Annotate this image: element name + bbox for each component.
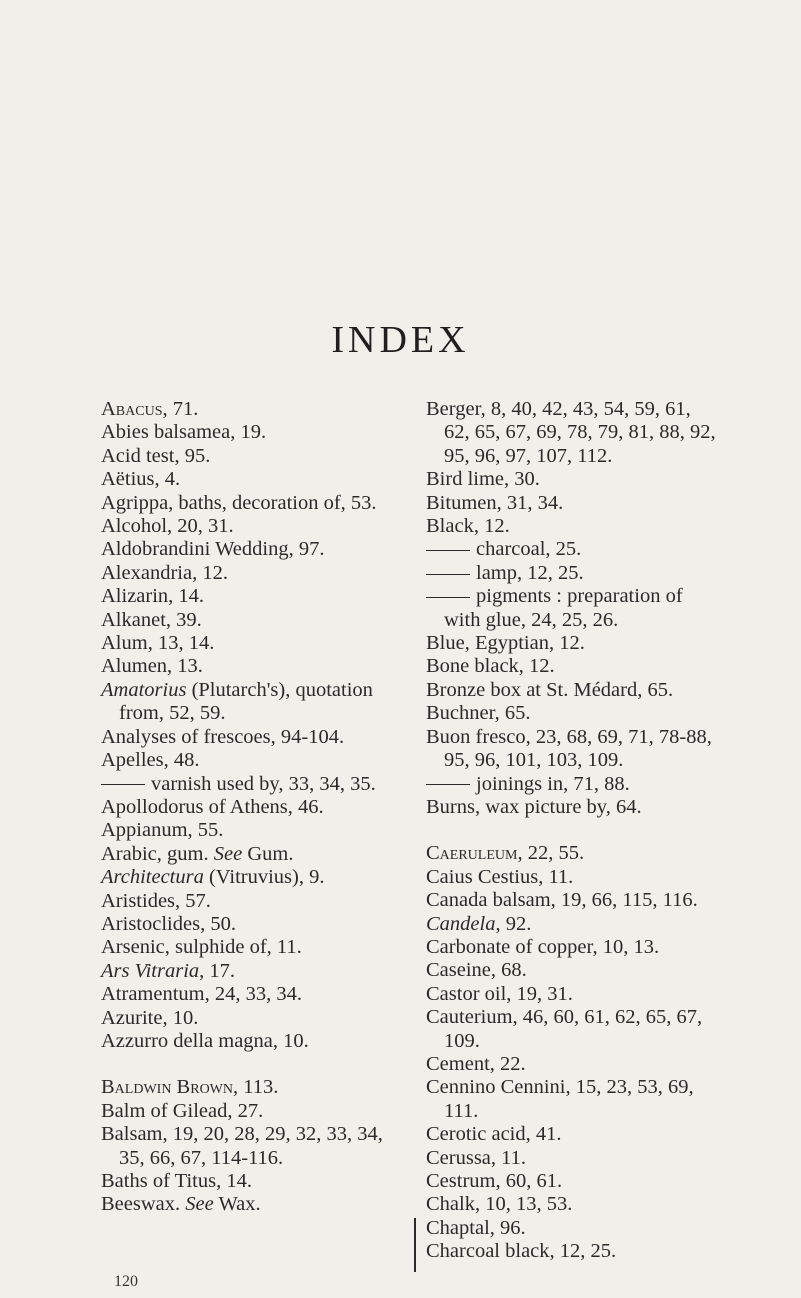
index-entry-azzurro: Azzurro della magna, 10. — [101, 1029, 309, 1052]
index-entry-baths-of-titus: Baths of Titus, 14. — [101, 1170, 252, 1192]
index-entry-caius-cestius: Caius Cestius, 11. — [426, 865, 574, 888]
index-entry-burns: Burns, wax picture by, 64. — [426, 795, 642, 818]
index-entry-caeruleum: Caeruleum, 22, 55. — [426, 842, 585, 865]
index-entry-aldobrandini-wedding: Aldobrandini Wedding, 97. — [101, 538, 325, 561]
index-entry-berger: Berger, 8, 40, 42, 43, 54, 59, 61, 62, 65, 67, 69, 78, 79, 81, 88, 92, 95, 96, 97, 107, 112. — [426, 398, 716, 467]
index-entry-apollodorus: Apollodorus of Athens, 46. — [101, 795, 324, 818]
ditto-dash — [426, 597, 470, 598]
index-subentry-black-charcoal: charcoal, 25. — [426, 538, 718, 561]
index-entry-castor-oil: Castor oil, 19, 31. — [426, 982, 573, 1005]
ditto-dash — [426, 784, 470, 785]
index-entry-abacus: Abacus, 71. — [101, 398, 199, 420]
index-entry-bird-lime: Bird lime, 30. — [426, 468, 540, 491]
index-entry-cennino-cennini: Cennino Cennini, 15, 23, 53, 69, 111. — [426, 1076, 694, 1122]
index-entry-balsam: Balsam, 19, 20, 28, 29, 32, 33, 34, 35, 66, 67, 114-116. — [101, 1123, 383, 1169]
letter-group-gap — [101, 1053, 403, 1076]
index-entry-candela: Candela, 92. — [426, 912, 532, 935]
page-title: INDEX — [331, 319, 470, 361]
index-entry-analyses: Analyses of frescoes, 94-104. — [101, 725, 345, 748]
index-entry-cerussa: Cerussa, 11. — [426, 1146, 527, 1169]
index-entry-baldwin-brown: Baldwin Brown, 113. — [101, 1076, 279, 1099]
index-entry-bitumen: Bitumen, 31, 34. — [426, 491, 564, 514]
index-entry-amatorius: Amatorius (Plutarch's), quotation from, 52, 59. — [101, 678, 373, 725]
index-entry-alizarin: Alizarin, 14. — [101, 585, 205, 608]
ditto-dash — [426, 574, 470, 575]
index-entry-alkanet: Alkanet, 39. — [101, 608, 202, 631]
index-entry-atramentum: Atramentum, 24, 33, 34. — [101, 983, 302, 1006]
ditto-dash — [426, 550, 470, 551]
index-entry-beeswax: Beeswax. See Wax. — [101, 1193, 261, 1216]
index-entry-charcoal-black: Charcoal black, 12, 25. — [426, 1240, 617, 1263]
index-entry-cerotic-acid: Cerotic acid, 41. — [426, 1123, 562, 1146]
index-subentry-black-pigments: pigments : preparation of with glue, 24, 25, 26. — [426, 585, 718, 632]
index-column-left — [101, 398, 403, 1217]
index-entry-alexandria: Alexandria, 12. — [101, 561, 228, 584]
index-entry-blue-egyptian: Blue, Egyptian, 12. — [426, 632, 585, 655]
index-entry-acid-test: Acid test, 95. — [101, 444, 211, 467]
index-entry-canada-balsam: Canada balsam, 19, 66, 115, 116. — [426, 889, 698, 912]
index-entry-cement: Cement, 22. — [426, 1052, 526, 1075]
index-subentry-apelles-varnish: varnish used by, 33, 34, 35. — [101, 773, 403, 796]
index-entry-appianum: Appianum, 55. — [101, 819, 224, 842]
index-column-right — [426, 398, 718, 1264]
index-subentry-buon-fresco-joinings: joinings in, 71, 88. — [426, 773, 718, 796]
index-entry-chaptal: Chaptal, 96. — [426, 1216, 526, 1239]
index-entry-balm-of-gilead: Balm of Gilead, 27. — [101, 1099, 264, 1122]
index-entry-apelles: Apelles, 48. — [101, 749, 200, 772]
index-entry-caseine: Caseine, 68. — [426, 959, 527, 982]
letter-group-gap — [426, 819, 718, 842]
index-entry-alcohol: Alcohol, 20, 31. — [101, 515, 234, 538]
index-entry-alum: Alum, 13, 14. — [101, 632, 215, 655]
index-entry-ars-vitraria: Ars Vitraria, 17. — [101, 959, 236, 982]
index-entry-cauterium: Cauterium, 46, 60, 61, 62, 65, 67, 109. — [426, 1006, 703, 1052]
index-entry-arabic-gum: Arabic, gum. See Gum. — [101, 842, 294, 865]
index-entry-bronze-box: Bronze box at St. Médard, 65. — [426, 678, 674, 701]
index-entry-cestrum: Cestrum, 60, 61. — [426, 1170, 563, 1192]
index-entry-abies-balsamea: Abies balsamea, 19. — [101, 421, 267, 444]
index-entry-black: Black, 12. — [426, 515, 510, 538]
index-entry-azurite: Azurite, 10. — [101, 1006, 199, 1029]
index-entry-bone-black: Bone black, 12. — [426, 655, 555, 678]
index-entry-alumen: Alumen, 13. — [101, 655, 203, 678]
ditto-dash — [101, 784, 145, 785]
column-divider — [414, 1218, 416, 1272]
index-entry-buchner: Buchner, 65. — [426, 702, 531, 725]
index-subentry-black-lamp: lamp, 12, 25. — [426, 562, 718, 585]
index-entry-aristides: Aristides, 57. — [101, 889, 211, 912]
index-entry-aristoclides: Aristoclides, 50. — [101, 912, 236, 935]
page-number: 120 — [114, 1273, 138, 1290]
index-entry-aetius: Aëtius, 4. — [101, 468, 181, 491]
index-entry-carbonate-of-copper: Carbonate of copper, 10, 13. — [426, 935, 660, 958]
index-entry-arsenic: Arsenic, sulphide of, 11. — [101, 936, 302, 959]
index-entry-architectura: Architectura (Vitruvius), 9. — [101, 866, 325, 889]
index-entry-chalk: Chalk, 10, 13, 53. — [426, 1193, 573, 1216]
index-entry-agrippa: Agrippa, baths, decoration of, 53. — [101, 491, 377, 514]
index-entry-buon-fresco: Buon fresco, 23, 68, 69, 71, 78-88, 95, 96, 101, 103, 109. — [426, 725, 712, 772]
